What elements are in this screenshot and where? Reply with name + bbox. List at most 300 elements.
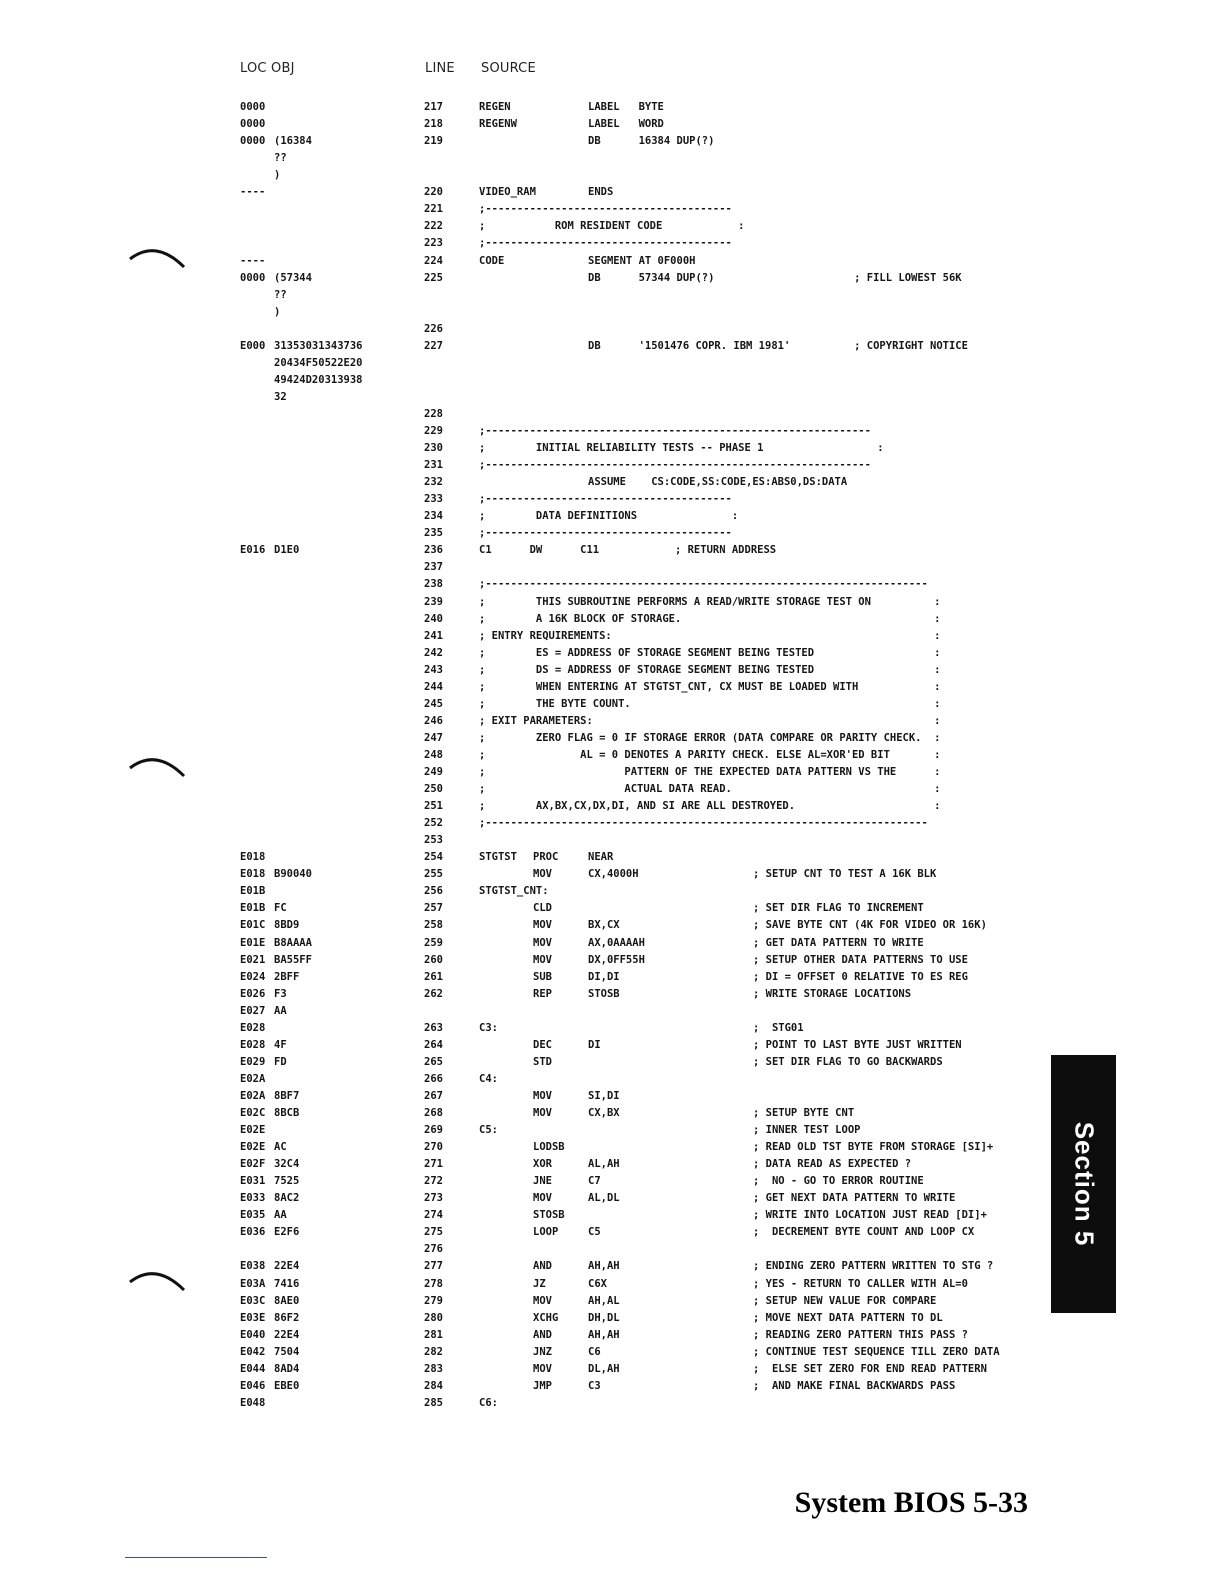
listing-line-number: 278 (424, 1277, 443, 1290)
listing-row (0, 1344, 1224, 1361)
listing-comment: ; READING ZERO PATTERN THIS PASS ? (753, 1328, 968, 1341)
listing-obj: 7525 (274, 1175, 300, 1188)
listing-row (0, 474, 1224, 491)
listing-line-number: 264 (424, 1038, 443, 1051)
listing-row (0, 1224, 1224, 1241)
listing-obj: 8AD4 (274, 1362, 300, 1375)
listing-line-number: 263 (424, 1021, 443, 1034)
listing-row (0, 150, 1224, 167)
listing-source: ; WHEN ENTERING AT STGTST_CNT, CX MUST BE LOADED WITH : (479, 680, 941, 693)
listing-operand: DH,DL (588, 1311, 620, 1324)
divider (125, 1557, 267, 1558)
listing-line-number: 245 (424, 697, 443, 710)
listing-obj: ) (274, 169, 281, 182)
listing-comment: ; STG01 (753, 1021, 804, 1034)
listing-opcode: MOV (533, 868, 552, 881)
listing-row (0, 133, 1224, 150)
listing-comment: ; WRITE STORAGE LOCATIONS (753, 987, 912, 1000)
listing-row (0, 713, 1224, 730)
listing-line-number: 225 (424, 271, 443, 284)
listing-opcode: STOSB (533, 1209, 565, 1222)
listing-loc: E040 (240, 1328, 266, 1341)
listing-row (0, 99, 1224, 116)
listing-line-number: 259 (424, 936, 443, 949)
listing-source: ;------------------------------------------------------------- (479, 424, 871, 437)
listing-opcode: MOV (533, 953, 552, 966)
listing-obj: FC (274, 902, 287, 915)
listing-opcode: LODSB (533, 1141, 565, 1153)
listing-line-number: 229 (424, 424, 443, 437)
listing-line-number: 217 (424, 101, 443, 113)
listing-source: ;---------------------------------------------------------------------- (479, 578, 928, 591)
listing-comment: ; POINT TO LAST BYTE JUST WRITTEN (753, 1038, 962, 1051)
listing-source: ;------------------------------------------------------------- (479, 459, 871, 472)
listing-obj: AA (274, 1209, 287, 1222)
listing-row (0, 611, 1224, 628)
listing-obj: D1E0 (274, 544, 300, 557)
listing-comment: ; SETUP BYTE CNT (753, 1107, 855, 1119)
listing-loc: ---- (240, 186, 266, 199)
binder-mark-icon (128, 243, 188, 273)
listing-operand: DB 16384 DUP(?) (588, 135, 715, 148)
listing-line-number: 243 (424, 663, 443, 676)
listing-operand: ASSUME CS:CODE,SS:CODE,ES:ABS0,DS:DATA (588, 476, 848, 489)
listing-row (0, 389, 1224, 406)
listing-row (0, 167, 1224, 184)
listing-opcode: CLD (533, 902, 552, 915)
listing-line-number: 237 (424, 561, 443, 574)
listing-comment: ; SET DIR FLAG TO INCREMENT (753, 902, 924, 915)
listing-opcode: XOR (533, 1158, 552, 1171)
listing-row (0, 1122, 1224, 1139)
listing-source: ; DATA DEFINITIONS : (479, 510, 739, 523)
listing-loc: E02A (240, 1072, 266, 1085)
listing-opcode: MOV (533, 1294, 552, 1307)
listing-line-number: 249 (424, 766, 443, 778)
listing-obj: 7416 (274, 1277, 300, 1290)
listing-source: ; THIS SUBROUTINE PERFORMS A READ/WRITE STORAGE TEST ON : (479, 595, 941, 608)
listing-operand: LABEL BYTE (588, 101, 664, 113)
listing-loc: E024 (240, 970, 266, 983)
listing-line-number: 284 (424, 1379, 443, 1392)
listing-line-number: 246 (424, 714, 443, 727)
listing-row (0, 287, 1224, 304)
listing-line-number: 282 (424, 1345, 443, 1358)
listing-loc: E031 (240, 1175, 266, 1188)
binder-mark-icon (128, 1266, 188, 1296)
listing-row (0, 679, 1224, 696)
listing-row (0, 1020, 1224, 1037)
listing-row (0, 969, 1224, 986)
listing-line-number: 269 (424, 1124, 443, 1136)
listing-operand: DI (588, 1038, 601, 1051)
listing-line-number: 252 (424, 817, 443, 830)
listing-obj: 49424D20313938 (274, 373, 363, 386)
listing-loc: E048 (240, 1396, 266, 1409)
listing-operand: DX,0FF55H (588, 953, 645, 966)
listing-line-number: 273 (424, 1192, 443, 1205)
listing-loc: E01E (240, 936, 266, 949)
listing-operand: CX,4000H (588, 868, 639, 881)
listing-row (0, 935, 1224, 952)
listing-row (0, 491, 1224, 508)
listing-comment: ; MOVE NEXT DATA PATTERN TO DL (753, 1311, 943, 1324)
listing-opcode: JNZ (533, 1345, 552, 1358)
listing-row (0, 594, 1224, 611)
listing-line-number: 262 (424, 987, 443, 1000)
listing-row (0, 849, 1224, 866)
listing-loc: E02C (240, 1107, 266, 1119)
listing-line-number: 248 (424, 748, 443, 761)
listing-operand: AH,AL (588, 1294, 620, 1307)
listing-loc: E000 (240, 339, 266, 352)
listing-loc: E035 (240, 1209, 266, 1222)
listing-opcode: MOV (533, 1192, 552, 1205)
listing-line-number: 279 (424, 1294, 443, 1307)
listing-comment: ; WRITE INTO LOCATION JUST READ [DI]+ (753, 1209, 987, 1222)
listing-obj: E2F6 (274, 1226, 300, 1239)
listing-row (0, 1054, 1224, 1071)
listing-obj: B8AAAA (274, 936, 312, 949)
listing-row (0, 372, 1224, 389)
listing-row (0, 662, 1224, 679)
listing-obj: ) (274, 305, 281, 318)
listing-obj: 2BFF (274, 970, 300, 983)
listing-source: ; THE BYTE COUNT. : (479, 697, 941, 710)
listing-opcode: MOV (533, 1107, 552, 1119)
listing-loc: E036 (240, 1226, 266, 1239)
listing-obj: B90040 (274, 868, 312, 881)
listing-obj: F3 (274, 987, 287, 1000)
listing-operand: AH,AH (588, 1260, 620, 1273)
listing-row (0, 1105, 1224, 1122)
listing-line-number: 230 (424, 442, 443, 454)
listing-line-number: 223 (424, 237, 443, 250)
listing-source: ; ROM RESIDENT CODE : (479, 220, 745, 233)
listing-loc: E02E (240, 1141, 266, 1153)
listing-obj: (16384 (274, 135, 312, 148)
listing-operand: C3 (588, 1379, 601, 1392)
listing-comment: ; READ OLD TST BYTE FROM STORAGE [SI]+ (753, 1141, 994, 1153)
listing-line-number: 258 (424, 919, 443, 932)
listing-comment: ; ENDING ZERO PATTERN WRITTEN TO STG ? (753, 1260, 994, 1273)
listing-row (0, 1378, 1224, 1395)
listing-row (0, 1207, 1224, 1224)
listing-source: ; EXIT PARAMETERS: : (479, 714, 941, 727)
listing-row (0, 423, 1224, 440)
listing-line-number: 239 (424, 595, 443, 608)
listing-loc: 0000 (240, 271, 266, 284)
listing-loc: 0000 (240, 135, 266, 148)
listing-line-number: 240 (424, 612, 443, 625)
listing-row (0, 883, 1224, 900)
listing-label: C6: (479, 1396, 498, 1409)
listing-line-number: 274 (424, 1209, 443, 1222)
listing-opcode: DEC (533, 1038, 552, 1051)
listing-loc: E02A (240, 1089, 266, 1102)
listing-line-number: 283 (424, 1362, 443, 1375)
listing-line-number: 266 (424, 1072, 443, 1085)
listing-line-number: 233 (424, 493, 443, 506)
listing-obj: ?? (274, 152, 287, 165)
listing-line-number: 221 (424, 203, 443, 216)
header-line: LINE (425, 61, 455, 76)
listing-row (0, 815, 1224, 832)
listing-line-number: 254 (424, 851, 443, 864)
listing-row (0, 1037, 1224, 1054)
listing-line-number: 255 (424, 868, 443, 881)
listing-loc: E038 (240, 1260, 266, 1273)
listing-line-number: 250 (424, 783, 443, 795)
listing-operand: C7 (588, 1175, 601, 1188)
listing-comment: ; SETUP CNT TO TEST A 16K BLK (753, 868, 937, 881)
listing-label: REGEN (479, 101, 511, 113)
listing-comment: ; CONTINUE TEST SEQUENCE TILL ZERO DATA (753, 1345, 1000, 1358)
listing-opcode: JMP (533, 1379, 552, 1392)
listing-line-number: 247 (424, 731, 443, 744)
listing-line-number: 219 (424, 135, 443, 148)
listing-line-number: 276 (424, 1243, 443, 1256)
listing-operand: DL,AH (588, 1362, 620, 1375)
listing-row (0, 321, 1224, 338)
listing-row (0, 1241, 1224, 1258)
listing-comment: ; DI = OFFSET 0 RELATIVE TO ES REG (753, 970, 968, 983)
listing-obj: 86F2 (274, 1311, 300, 1324)
binder-mark-icon (128, 752, 188, 782)
listing-line-number: 267 (424, 1089, 443, 1102)
listing-loc: ---- (240, 254, 266, 267)
listing-comment: ; SET DIR FLAG TO GO BACKWARDS (753, 1055, 943, 1068)
listing-loc: E026 (240, 987, 266, 1000)
listing-comment: ; FILL LOWEST 56K (753, 271, 962, 284)
listing-loc: E021 (240, 953, 266, 966)
listing-row (0, 1361, 1224, 1378)
listing-loc: E03E (240, 1311, 266, 1324)
listing-comment: ; SAVE BYTE CNT (4K FOR VIDEO OR 16K) (753, 919, 987, 932)
listing-operand: C6 (588, 1345, 601, 1358)
listing-row (0, 1310, 1224, 1327)
listing-row (0, 1071, 1224, 1088)
listing-row (0, 525, 1224, 542)
listing-operand: SI,DI (588, 1089, 620, 1102)
listing-operand: CX,BX (588, 1107, 620, 1119)
listing-row (0, 645, 1224, 662)
listing-line-number: 234 (424, 510, 443, 523)
listing-row (0, 1139, 1224, 1156)
listing-source: ;--------------------------------------- (479, 493, 732, 506)
listing-comment: ; GET DATA PATTERN TO WRITE (753, 936, 924, 949)
listing-row (0, 559, 1224, 576)
listing-line-number: 285 (424, 1396, 443, 1409)
listing-loc: E03C (240, 1294, 266, 1307)
listing-line-number: 235 (424, 527, 443, 540)
listing-opcode: MOV (533, 936, 552, 949)
listing-operand: ENDS (588, 186, 614, 199)
listing-row (0, 628, 1224, 645)
listing-opcode: XCHG (533, 1311, 559, 1324)
listing-row (0, 355, 1224, 372)
listing-line-number: 220 (424, 186, 443, 199)
listing-obj: AA (274, 1004, 287, 1017)
listing-row (0, 116, 1224, 133)
listing-source: ;--------------------------------------- (479, 527, 732, 540)
listing-operand: SEGMENT AT 0F000H (588, 254, 696, 267)
listing-row (0, 730, 1224, 747)
listing-line-number: 268 (424, 1107, 443, 1119)
listing-source: ; PATTERN OF THE EXPECTED DATA PATTERN VS THE : (479, 766, 941, 778)
listing-comment: ; GET NEXT DATA PATTERN TO WRITE (753, 1192, 956, 1205)
listing-loc: E01B (240, 885, 266, 898)
listing-row (0, 1327, 1224, 1344)
listing-row (0, 508, 1224, 525)
listing-operand: C5 (588, 1226, 601, 1239)
listing-loc: E02F (240, 1158, 266, 1171)
listing-comment: ; NO - GO TO ERROR ROUTINE (753, 1175, 924, 1188)
listing-line-number: 280 (424, 1311, 443, 1324)
listing-row (0, 1003, 1224, 1020)
listing-row (0, 218, 1224, 235)
listing-obj: 20434F50522E20 (274, 356, 363, 369)
listing-operand: DB '1501476 COPR. IBM 1981' (588, 339, 791, 352)
listing-line-number: 228 (424, 407, 443, 420)
listing-label: C5: (479, 1124, 498, 1136)
listing-row (0, 338, 1224, 355)
listing-source: ; ENTRY REQUIREMENTS: : (479, 629, 941, 642)
listing-comment: ; COPYRIGHT NOTICE (753, 339, 968, 352)
listing-label: CODE (479, 254, 505, 267)
listing-obj: BA55FF (274, 953, 312, 966)
listing-loc: E016 (240, 544, 266, 557)
listing-line-number: 236 (424, 544, 443, 557)
listing-row (0, 440, 1224, 457)
listing-line-number: 222 (424, 220, 443, 233)
listing-row (0, 1190, 1224, 1207)
listing-source: ;--------------------------------------- (479, 237, 732, 250)
listing-row (0, 304, 1224, 321)
listing-line-number: 257 (424, 902, 443, 915)
listing-source: ; INITIAL RELIABILITY TESTS -- PHASE 1 : (479, 442, 884, 454)
listing-line-number: 261 (424, 970, 443, 983)
listing-source: ;--------------------------------------- (479, 203, 732, 216)
listing-row (0, 576, 1224, 593)
listing-opcode: STD (533, 1055, 552, 1068)
listing-row (0, 1156, 1224, 1173)
listing-obj: 8BD9 (274, 919, 300, 932)
listing-loc: E028 (240, 1038, 266, 1051)
listing-operand: BX,CX (588, 919, 620, 932)
listing-loc: E03A (240, 1277, 266, 1290)
listing-operand: DB 57344 DUP(?) (588, 271, 715, 284)
listing-operand: AX,0AAAAH (588, 936, 645, 949)
listing-line-number: 265 (424, 1055, 443, 1068)
listing-line-number: 271 (424, 1158, 443, 1171)
listing-opcode: MOV (533, 919, 552, 932)
listing-line-number: 231 (424, 459, 443, 472)
listing-source: ; ES = ADDRESS OF STORAGE SEGMENT BEING TESTED : (479, 646, 941, 659)
listing-row (0, 900, 1224, 917)
listing-line-number: 253 (424, 834, 443, 847)
listing-opcode: JNE (533, 1175, 552, 1188)
listing-source: ; ZERO FLAG = 0 IF STORAGE ERROR (DATA COMPARE OR PARITY CHECK. : (479, 731, 941, 744)
listing-row (0, 798, 1224, 815)
listing-row (0, 986, 1224, 1003)
listing-loc: E02E (240, 1124, 266, 1136)
listing-row (0, 832, 1224, 849)
listing-opcode: AND (533, 1328, 552, 1341)
listing-obj: 22E4 (274, 1260, 300, 1273)
listing-obj: 31353031343736 (274, 339, 363, 352)
listing-line-number: 277 (424, 1260, 443, 1273)
listing-row (0, 781, 1224, 798)
listing-operand: AL,DL (588, 1192, 620, 1205)
listing-line-number: 275 (424, 1226, 443, 1239)
listing-opcode: JZ (533, 1277, 546, 1290)
listing-opcode: PROC (533, 851, 559, 864)
listing-opcode: MOV (533, 1362, 552, 1375)
listing-loc: E033 (240, 1192, 266, 1205)
listing-row (0, 184, 1224, 201)
listing-line-number: 241 (424, 629, 443, 642)
listing-operand: C6X (588, 1277, 607, 1290)
listing-operand: DI,DI (588, 970, 620, 983)
listing-loc: 0000 (240, 118, 266, 130)
listing-loc: E027 (240, 1004, 266, 1017)
listing-comment: ; DATA READ AS EXPECTED ? (753, 1158, 912, 1171)
listing-label: REGENW (479, 118, 517, 130)
listing-obj: 4F (274, 1038, 287, 1051)
listing-comment: ; YES - RETURN TO CALLER WITH AL=0 (753, 1277, 968, 1290)
listing-obj: 32C4 (274, 1158, 300, 1171)
listing-loc: E044 (240, 1362, 266, 1375)
listing-comment: ; INNER TEST LOOP (753, 1124, 861, 1136)
listing-row (0, 917, 1224, 934)
listing-obj: ?? (274, 288, 287, 301)
listing-line-number: 226 (424, 322, 443, 335)
listing-opcode: SUB (533, 970, 552, 983)
listing-loc: E01C (240, 919, 266, 932)
listing-comment: ; SETUP NEW VALUE FOR COMPARE (753, 1294, 937, 1307)
listing-obj: 8BF7 (274, 1089, 300, 1102)
listing-operand: AH,AH (588, 1328, 620, 1341)
listing-row (0, 1173, 1224, 1190)
listing-obj: (57344 (274, 271, 312, 284)
listing-loc: E018 (240, 868, 266, 881)
listing-line-number: 227 (424, 339, 443, 352)
listing-opcode: LOOP (533, 1226, 559, 1239)
listing-operand: NEAR (588, 851, 614, 864)
listing-obj: FD (274, 1055, 287, 1068)
listing-row (0, 696, 1224, 713)
listing-row (0, 1088, 1224, 1105)
header-loc-obj: LOC OBJ (240, 61, 295, 76)
listing-source: ; DS = ADDRESS OF STORAGE SEGMENT BEING TESTED : (479, 663, 941, 676)
listing-line-number: 260 (424, 953, 443, 966)
listing-comment: ; SETUP OTHER DATA PATTERNS TO USE (753, 953, 968, 966)
listing-row (0, 201, 1224, 218)
listing-source: ; ACTUAL DATA READ. : (479, 783, 941, 795)
section-tab (1051, 1055, 1116, 1313)
listing-label: STGTST (479, 851, 517, 864)
listing-obj: 7504 (274, 1345, 300, 1358)
listing-label: C4: (479, 1072, 498, 1085)
listing-line-number: 251 (424, 800, 443, 813)
listing-obj: 8AC2 (274, 1192, 300, 1205)
listing-row (0, 542, 1224, 559)
listing-label: C3: (479, 1021, 498, 1034)
listing-obj: 8BCB (274, 1107, 300, 1119)
listing-line-number: 270 (424, 1141, 443, 1153)
listing-obj: 8AE0 (274, 1294, 300, 1307)
